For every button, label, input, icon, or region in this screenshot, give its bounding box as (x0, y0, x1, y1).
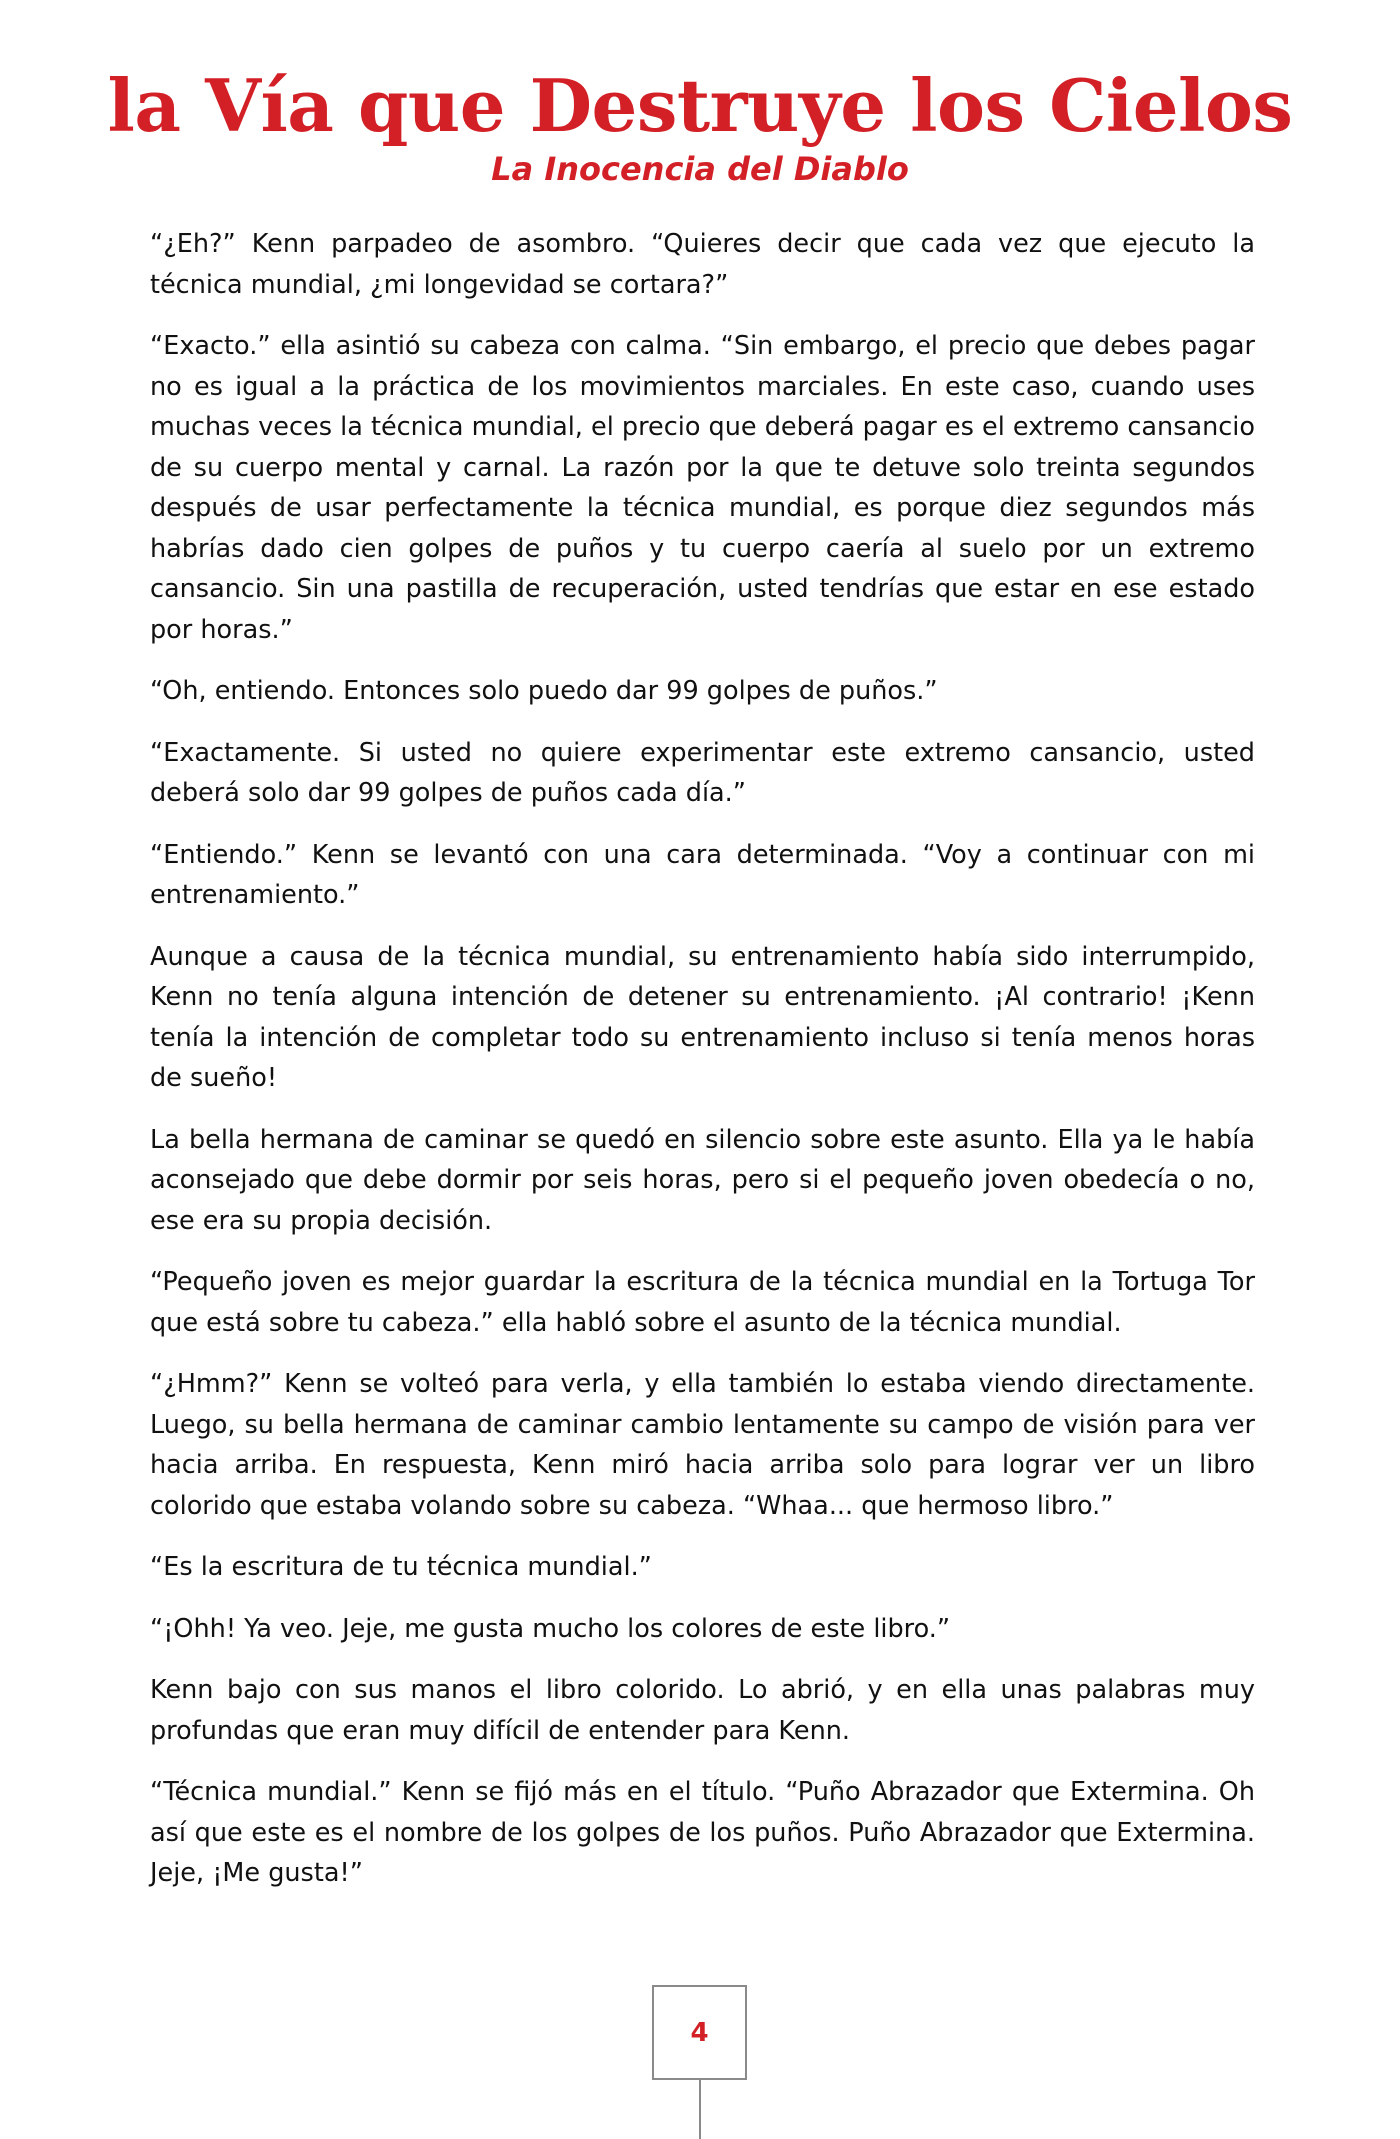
paragraph: La bella hermana de caminar se quedó en silencio sobre este asunto. Ella ya le había aconsejado que debe dormir por seis horas, pero si el pequeño joven obedecía o no, ese era su propia decisión. (150, 1124, 1255, 1236)
paragraph: Aunque a causa de la técnica mundial, su entrenamiento había sido interrumpido, Kenn no tenía alguna intención de detener su entrenamiento. ¡Al contrario! ¡Kenn tenía la intención de completar todo su entrenamiento incluso si tenía menos horas de sueño! (150, 941, 1255, 1093)
paragraph: “Pequeño joven es mejor guardar la escritura de la técnica mundial en la Tortuga Tor que está sobre tu cabeza.” ella habló sobre el asunto de la técnica mundial. (150, 1267, 1255, 1338)
paragraph: “Exacto.” ella asintió su cabeza con calma. “Sin embargo, el precio que debes pagar no es igual a la práctica de los movimientos marciales. En este caso, cuando uses muchas veces la técnica mundial, el precio que deberá pagar es el extremo cansancio de su cuerpo mental y carnal. La razón por la que te detuve solo treinta segundos después de usar perfectamente la técnica mundial, es porque diez segundos más habrías dado cien golpes de puños y tu cuerpo caería al suelo por un extremo cansancio. Sin una pastilla de recuperación, usted tendrías que estar en ese estado por horas.” (150, 331, 1255, 645)
book-title: la Vía que Destruye los Cielos (107, 63, 1293, 148)
paragraph: Kenn bajo con sus manos el libro colorido. Lo abrió, y en ella unas palabras muy profundas que eran muy difícil de entender para Kenn. (150, 1675, 1255, 1746)
book-subtitle: La Inocencia del Diablo (491, 150, 909, 188)
paragraph: “Es la escritura de tu técnica mundial.” (150, 1552, 652, 1582)
page-number: 4 (690, 2017, 709, 2048)
paragraph: “Oh, entiendo. Entonces solo puedo dar 99 golpes de puños.” (150, 676, 938, 706)
chapter-body (150, 224, 1255, 1915)
page-number-box (652, 1985, 747, 2080)
paragraph: “¿Hmm?” Kenn se volteó para verla, y ella también lo estaba viendo directamente. Luego, su bella hermana de caminar cambio lentamente su campo de visión para ver hacia arriba. En respuesta, Kenn miró hacia arriba solo para lograr ver un libro colorido que estaba volando sobre su cabeza. “Whaa... que hermoso libro.” (150, 1369, 1255, 1521)
page-number-connector-line (699, 2080, 701, 2139)
paragraph: “¿Eh?” Kenn parpadeo de asombro. “Quieres decir que cada vez que ejecuto la técnica mundial, ¿mi longevidad se cortara?” (150, 229, 1255, 300)
paragraph: “Entiendo.” Kenn se levantó con una cara determinada. “Voy a continuar con mi entrenamiento.” (150, 839, 1255, 910)
paragraph: “Exactamente. Si usted no quiere experimentar este extremo cansancio, usted deberá solo dar 99 golpes de puños cada día.” (150, 737, 1255, 808)
paragraph: “Técnica mundial.” Kenn se fijó más en el título. “Puño Abrazador que Extermina. Oh así que este es el nombre de los golpes de los puños. Puño Abrazador que Extermina. Jeje, ¡Me gusta!” (150, 1777, 1255, 1888)
paragraph: “¡Ohh! Ya veo. Jeje, me gusta mucho los colores de este libro.” (150, 1613, 951, 1644)
